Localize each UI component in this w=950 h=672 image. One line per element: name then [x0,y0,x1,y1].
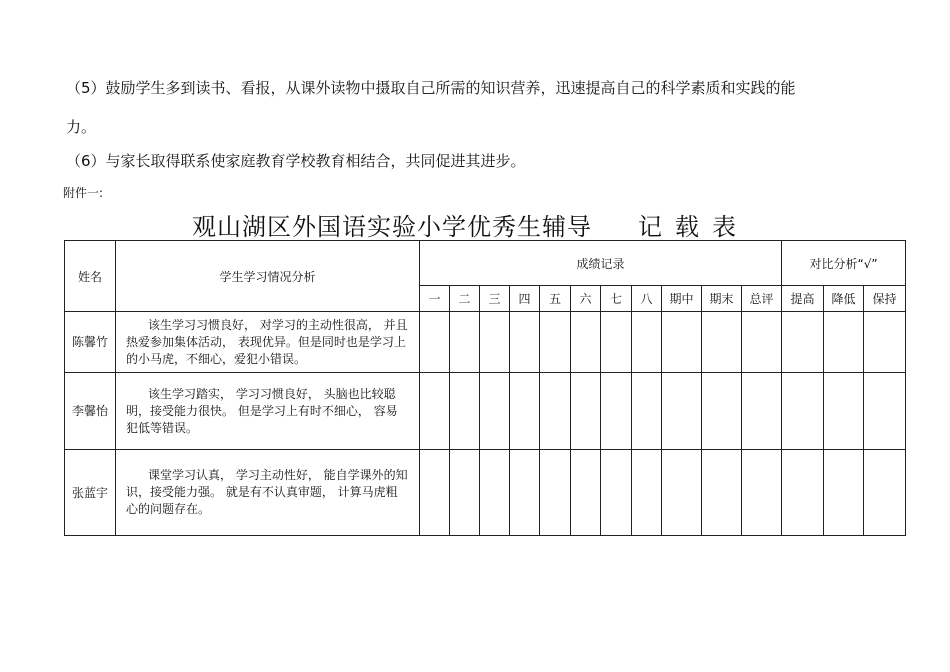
record-table [64,240,906,536]
score-cell[interactable] [601,312,632,373]
score-cell[interactable] [540,450,571,536]
compare-cell[interactable] [782,450,824,536]
student-analysis: 课堂学习认真， 学习主动性好， 能自学课外的知识，接受能力强。 就是有不认真审题， 计算马虎粗心的问题存在。 [116,450,420,536]
col-improve: 提高 [782,286,824,312]
col-final: 期末 [702,286,742,312]
col-decline: 降低 [824,286,864,312]
score-cell[interactable] [480,450,510,536]
compare-cell[interactable] [864,312,906,373]
header-scores: 成绩记录 [420,241,782,286]
score-cell[interactable] [510,450,540,536]
score-cell[interactable] [632,373,662,450]
col-1: 一 [420,286,450,312]
score-cell[interactable] [510,373,540,450]
score-cell[interactable] [632,312,662,373]
score-cell[interactable] [571,450,601,536]
compare-cell[interactable] [824,373,864,450]
col-overall: 总评 [742,286,782,312]
title-char-2: 载 [675,213,700,241]
col-maintain: 保持 [864,286,906,312]
col-5: 五 [540,286,571,312]
score-cell[interactable] [450,373,480,450]
col-2: 二 [450,286,480,312]
paragraph-5-continued: 力。 [66,118,97,136]
score-cell[interactable] [702,450,742,536]
table-row [65,450,906,536]
score-cell[interactable] [420,373,450,450]
col-4: 四 [510,286,540,312]
score-cell[interactable] [702,373,742,450]
header-row [65,241,906,286]
score-cell[interactable] [632,450,662,536]
score-cell[interactable] [662,312,702,373]
compare-cell[interactable] [824,312,864,373]
paragraph-5: （5）鼓励学生多到读书、看报，从课外读物中摄取自己所需的知识营养，迅速提高自己的科学素质和实践的能 [66,79,796,97]
table-row [65,312,906,373]
compare-cell[interactable] [864,450,906,536]
student-name: 张蓝宇 [65,450,116,536]
header-compare: 对比分析“√” [782,241,906,286]
score-cell[interactable] [420,450,450,536]
score-cell[interactable] [662,450,702,536]
col-8: 八 [632,286,662,312]
col-midterm: 期中 [662,286,702,312]
compare-cell[interactable] [782,373,824,450]
score-cell[interactable] [510,312,540,373]
score-cell[interactable] [601,373,632,450]
compare-cell[interactable] [864,373,906,450]
score-cell[interactable] [742,450,782,536]
header-name: 姓名 [65,241,116,312]
title-char-3: 表 [712,213,737,241]
score-cell[interactable] [540,312,571,373]
score-cell[interactable] [420,312,450,373]
paragraph-6: （6）与家长取得联系使家庭教育学校教育相结合，共同促进其进步。 [66,152,526,170]
title-char-1: 记 [638,213,663,241]
compare-cell[interactable] [782,312,824,373]
score-cell[interactable] [742,312,782,373]
score-cell[interactable] [540,373,571,450]
col-7: 七 [601,286,632,312]
score-cell[interactable] [480,373,510,450]
score-cell[interactable] [450,312,480,373]
score-cell[interactable] [450,450,480,536]
score-cell[interactable] [601,450,632,536]
header-analysis: 学生学习情况分析 [116,241,420,312]
table-title [192,207,737,242]
title-main: 观山湖区外国语实验小学优秀生辅导 [192,213,592,241]
col-3: 三 [480,286,510,312]
score-cell[interactable] [662,373,702,450]
student-analysis: 该生学习踏实， 学习习惯良好， 头脑也比较聪明，接受能力很快。 但是学习上有时不细心， 容易犯低等错误。 [116,373,420,450]
col-6: 六 [571,286,601,312]
student-name: 陈馨竹 [65,312,116,373]
attachment-label: 附件一: [63,186,104,200]
student-analysis: 该生学习习惯良好， 对学习的主动性很高， 并且热爱参加集体活动， 表现优异。但是同时也是学习上的小马虎，不细心，爱犯小错误。 [116,312,420,373]
table-row [65,373,906,450]
score-cell[interactable] [742,373,782,450]
score-cell[interactable] [702,312,742,373]
score-cell[interactable] [571,312,601,373]
score-cell[interactable] [571,373,601,450]
score-cell[interactable] [480,312,510,373]
compare-cell[interactable] [824,450,864,536]
student-name: 李馨怡 [65,373,116,450]
